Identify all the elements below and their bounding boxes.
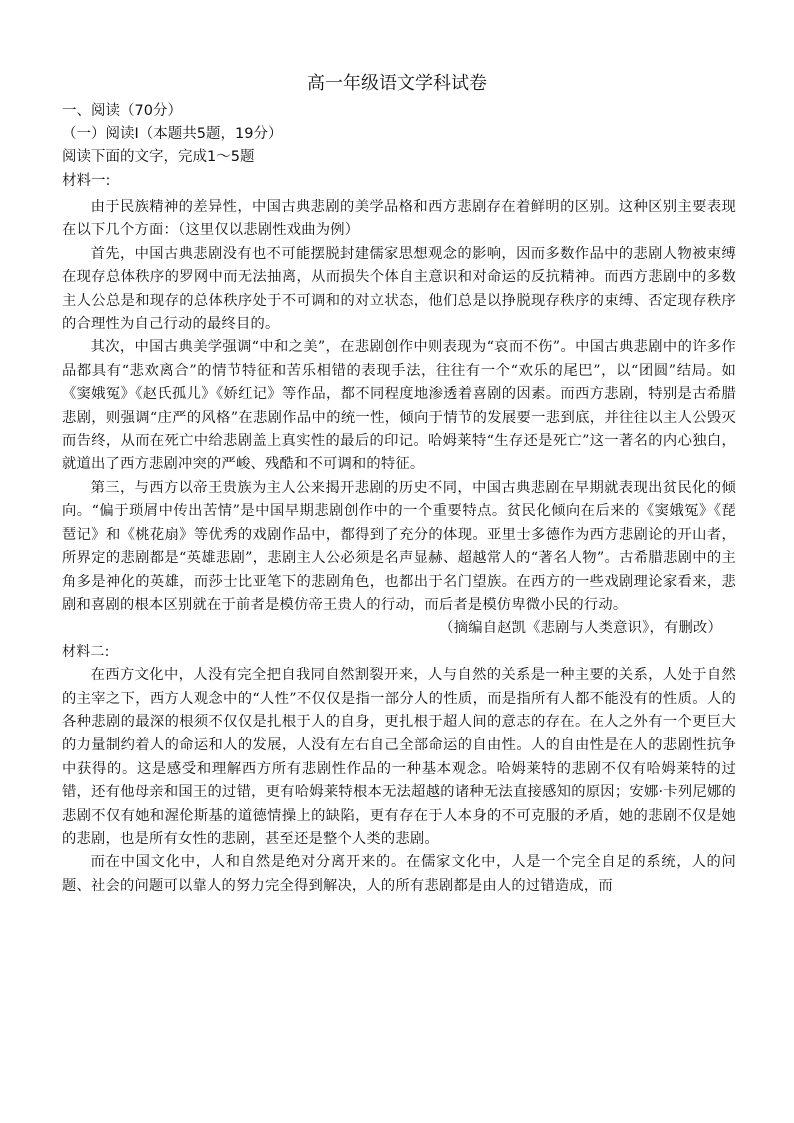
section-heading: 一、阅读（70分） — [62, 103, 182, 119]
material-1-paragraph: 第三，与西方以帝王贵族为主人公来揭开悲剧的历史不同，中国古典悲剧在早期就表现出贫民化的倾向。“偏于琐屑中传出苦情”是中国早期悲剧创作中的一个重要特点。贫民化倾向在后来的《窦娥冤》《琵琶记》和《桃花扇》等优秀的戏剧作品中，都得到了充分的体现。亚里士多德作为西方悲剧论的开山者，所界定的悲剧都是“英雄悲剧”，悲剧主人公必须是名声显赫、超越常人的“著名人物”。古希腊悲剧中的主角多是神化的英雄，而莎士比亚笔下的悲剧角色，也都出于名门望族。在西方的一些戏剧理论家看来，悲剧和喜剧的根本区别就在于前者是模仿帝王贵人的行动，而后者是模仿卑微小民的行动。 — [62, 479, 736, 613]
reading-instruction: 阅读下面的文字，完成1～5题 — [62, 149, 255, 165]
exam-title: 高一年级语文学科试卷 — [307, 73, 487, 94]
subsection-heading: （一）阅读Ⅰ（本题共5题，19分） — [62, 126, 283, 142]
material-2-paragraph: 而在中国文化中，人和自然是绝对分离开来的。在儒家文化中，人是一个完全自足的系统，人的问题、社会的问题可以靠人的努力完全得到解决，人的所有悲剧都是由人的过错造成，而 — [62, 854, 736, 894]
material-1-label: 材料一: — [62, 173, 111, 189]
material-2-label: 材料二: — [62, 643, 110, 660]
material-1-citation: （摘编自赵凯《悲剧与人类意识》，有删改） — [439, 620, 722, 637]
reading-passage — [62, 196, 736, 898]
material-1-paragraph: 由于民族精神的差异性，中国古典悲剧的美学品格和西方悲剧存在着鲜明的区别。这种区别主要表现在以下几个方面：（这里仅以悲剧性戏曲为例） — [62, 199, 736, 239]
material-2-paragraph: 在西方文化中，人没有完全把自我同自然割裂开来，人与自然的关系是一种主要的关系，人处于自然的主宰之下，西方人观念中的“人性”不仅仅是指一部分人的性质，而是指所有人都不能没有的性质。人的各种悲剧的最深的根须不仅仅是扎根于人的自身，更扎根于超人间的意志的存在。在人之外有一个更巨大的力量制约着人的命运和人的发展，人没有左右自己全部命运的自由性。人的自由性是在人的悲剧性抗争中获得的。这是感受和理解西方所有悲剧性作品的一种基本观念。哈姆莱特的悲剧不仅有哈姆莱特的过错，还有他母亲和国王的过错，更有哈姆莱特根本无法超越的诸种无法直接感知的原因；安娜·卡列尼娜的悲剧不仅有她和渥伦斯基的道德情操上的缺陷，更有存在于人本身的不可克服的矛盾，她的悲剧不仅是她的悲剧，也是所有女性的悲剧，甚至还是整个人类的悲剧。 — [62, 667, 736, 847]
material-1-paragraph: 首先，中国古典悲剧没有也不可能摆脱封建儒家思想观念的影响，因而多数作品中的悲剧人物被束缚在现存总体秩序的罗网中而无法抽离，从而损失个体自主意识和对命运的反抗精神。而西方悲剧中的多数主人公总是和现存的总体秩序处于不可调和的对立状态，他们总是以挣脱现存秩序的束缚、否定现存秩序的合理性为自己行动的最终目的。 — [62, 245, 736, 333]
material-1-paragraph: 其次，中国古典美学强调“中和之美”，在悲剧创作中则表现为“哀而不伤”。中国古典悲剧中的许多作品都具有“悲欢离合”的情节特征和苦乐相错的表现手法，往往有一个“欢乐的尾巴”，以“团圆”结局。如《窦娥冤》《赵氏孤儿》《娇红记》等作品，都不同程度地渗透着喜剧的因素。而西方悲剧，特别是古希腊悲剧，则强调“庄严的风格”在悲剧作品中的统一性，倾向于情节的发展要一悲到底，并往往以主人公毁灭而告终，从而在死亡中给悲剧盖上真实性的最后的印记。哈姆莱特“生存还是死亡”这一著名的内心独白，就道出了西方悲剧冲突的严峻、残酷和不可调和的特征。 — [62, 339, 736, 473]
